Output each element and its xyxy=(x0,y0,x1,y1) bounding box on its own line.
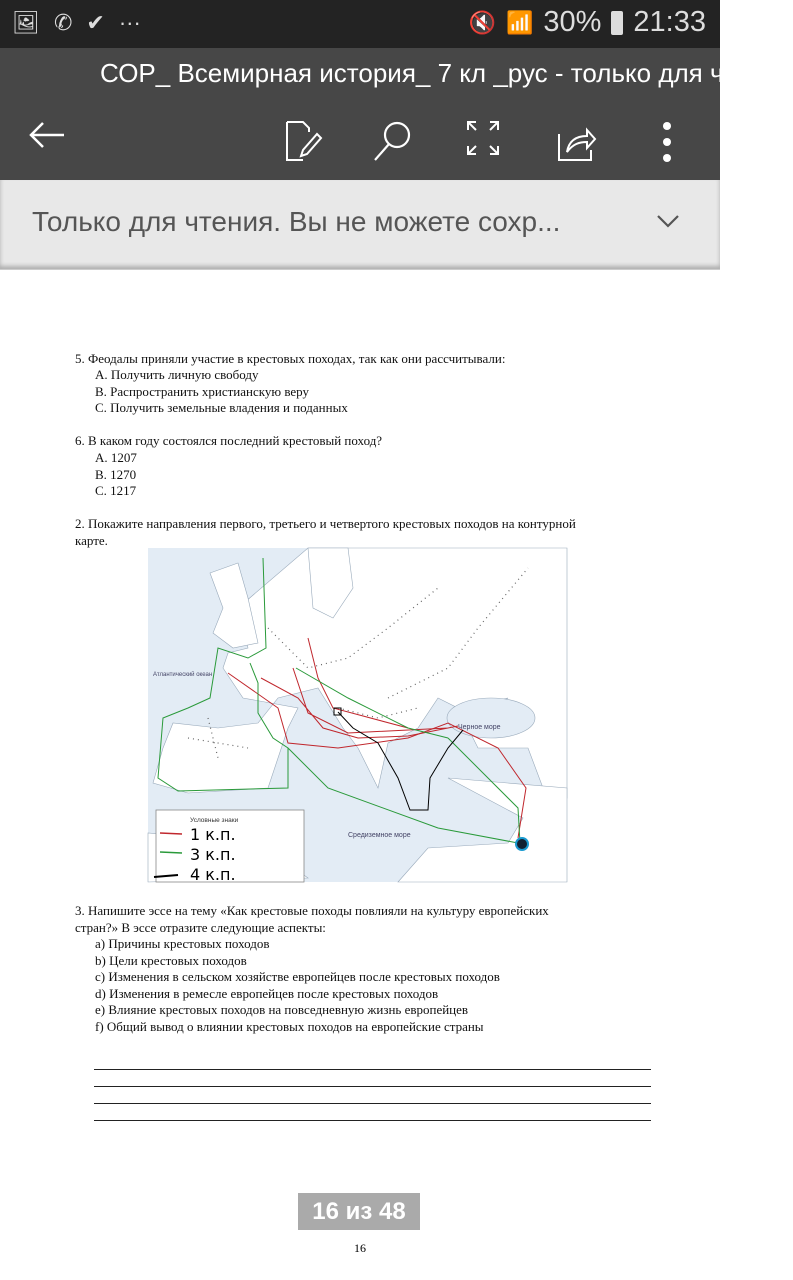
battery-icon xyxy=(611,11,623,35)
legend-title: Условные знаки xyxy=(190,817,239,824)
clock: 21:33 xyxy=(633,6,706,38)
q3-item: a) Причины крестовых походов xyxy=(95,936,270,951)
more-icon: ··· xyxy=(118,10,141,35)
whatsapp-icon: ✆ xyxy=(53,10,73,35)
answer-line xyxy=(94,1103,651,1104)
question-2: 2. Покажите направления первого, третьего и четвертого крестовых походов на контурной xyxy=(75,516,576,531)
q6-option: B. 1270 xyxy=(95,467,137,482)
chevron-down-icon[interactable] xyxy=(656,208,680,234)
read-only-message: Только для чтения. Вы не можете сохр... xyxy=(32,206,561,237)
document-title: СОР_ Всемирная история_ 7 кл _рус - только для чтения xyxy=(100,58,793,88)
legend-swatch-3 xyxy=(160,852,182,853)
legend-swatch-1 xyxy=(160,833,182,834)
mute-icon: 🔇 xyxy=(468,9,496,35)
legend-label-4: 4 к.п. xyxy=(190,865,236,884)
answer-line xyxy=(94,1120,651,1121)
answer-line xyxy=(94,1086,651,1087)
back-button[interactable] xyxy=(28,120,66,155)
legend-label-1: 1 к.п. xyxy=(190,825,236,844)
download-done-icon: ✔ xyxy=(86,10,105,35)
q3-item: b) Цели крестовых походов xyxy=(95,953,247,968)
page-counter: 16 из 48 xyxy=(298,1193,420,1230)
wifi-icon: 📶 xyxy=(505,9,534,35)
question-3-cont: стран?» В эссе отразите следующие аспекты: xyxy=(75,920,326,935)
answer-line xyxy=(94,1069,651,1070)
question-3: 3. Напишите эссе на тему «Как крестовые походы повлияли на культуру европейских xyxy=(75,903,549,918)
q6-option: A. 1207 xyxy=(95,450,137,465)
more-options-icon[interactable] xyxy=(660,120,674,169)
app-bar xyxy=(0,48,793,180)
q6-option: C. 1217 xyxy=(95,483,137,498)
atlantic-label: Атлантический океан xyxy=(153,672,213,678)
question-6: 6. В каком году состоялся последний крестовый поход? xyxy=(75,433,383,448)
q3-item: d) Изменения в ремесле европейцев после крестовых походов xyxy=(95,986,439,1001)
read-only-banner[interactable] xyxy=(0,180,720,270)
black-sea-label: Черное море xyxy=(458,724,501,731)
crusades-contour-map xyxy=(148,548,567,882)
fullscreen-icon[interactable] xyxy=(466,120,500,161)
search-icon[interactable] xyxy=(372,120,412,167)
q5-option: C. Получить земельные владения и поданных xyxy=(95,400,348,415)
question-5: 5. Феодалы приняли участие в крестовых походах, так как они рассчитывали: xyxy=(75,351,506,366)
share-icon[interactable] xyxy=(557,120,597,167)
status-bar xyxy=(0,0,720,48)
q3-item: e) Влияние крестовых походов на повседневную жизнь европейцев xyxy=(95,1002,469,1017)
gallery-icon: 🖼 xyxy=(12,10,40,35)
mediterranean-label: Средиземное море xyxy=(348,832,411,839)
edit-icon[interactable] xyxy=(283,120,323,167)
battery-percent: 30% xyxy=(543,6,602,38)
q5-option: B. Распространить христианскую веру xyxy=(95,384,309,399)
question-2-cont: карте. xyxy=(75,533,108,548)
page-number: 16 xyxy=(354,1241,366,1255)
q5-option: A. Получить личную свободу xyxy=(95,367,259,382)
q3-item: c) Изменения в сельском хозяйстве европейцев после крестовых походов xyxy=(95,969,500,984)
legend-label-3: 3 к.п. xyxy=(190,845,236,864)
q3-item: f) Общий вывод о влиянии крестовых походов на европейские страны xyxy=(95,1019,484,1034)
